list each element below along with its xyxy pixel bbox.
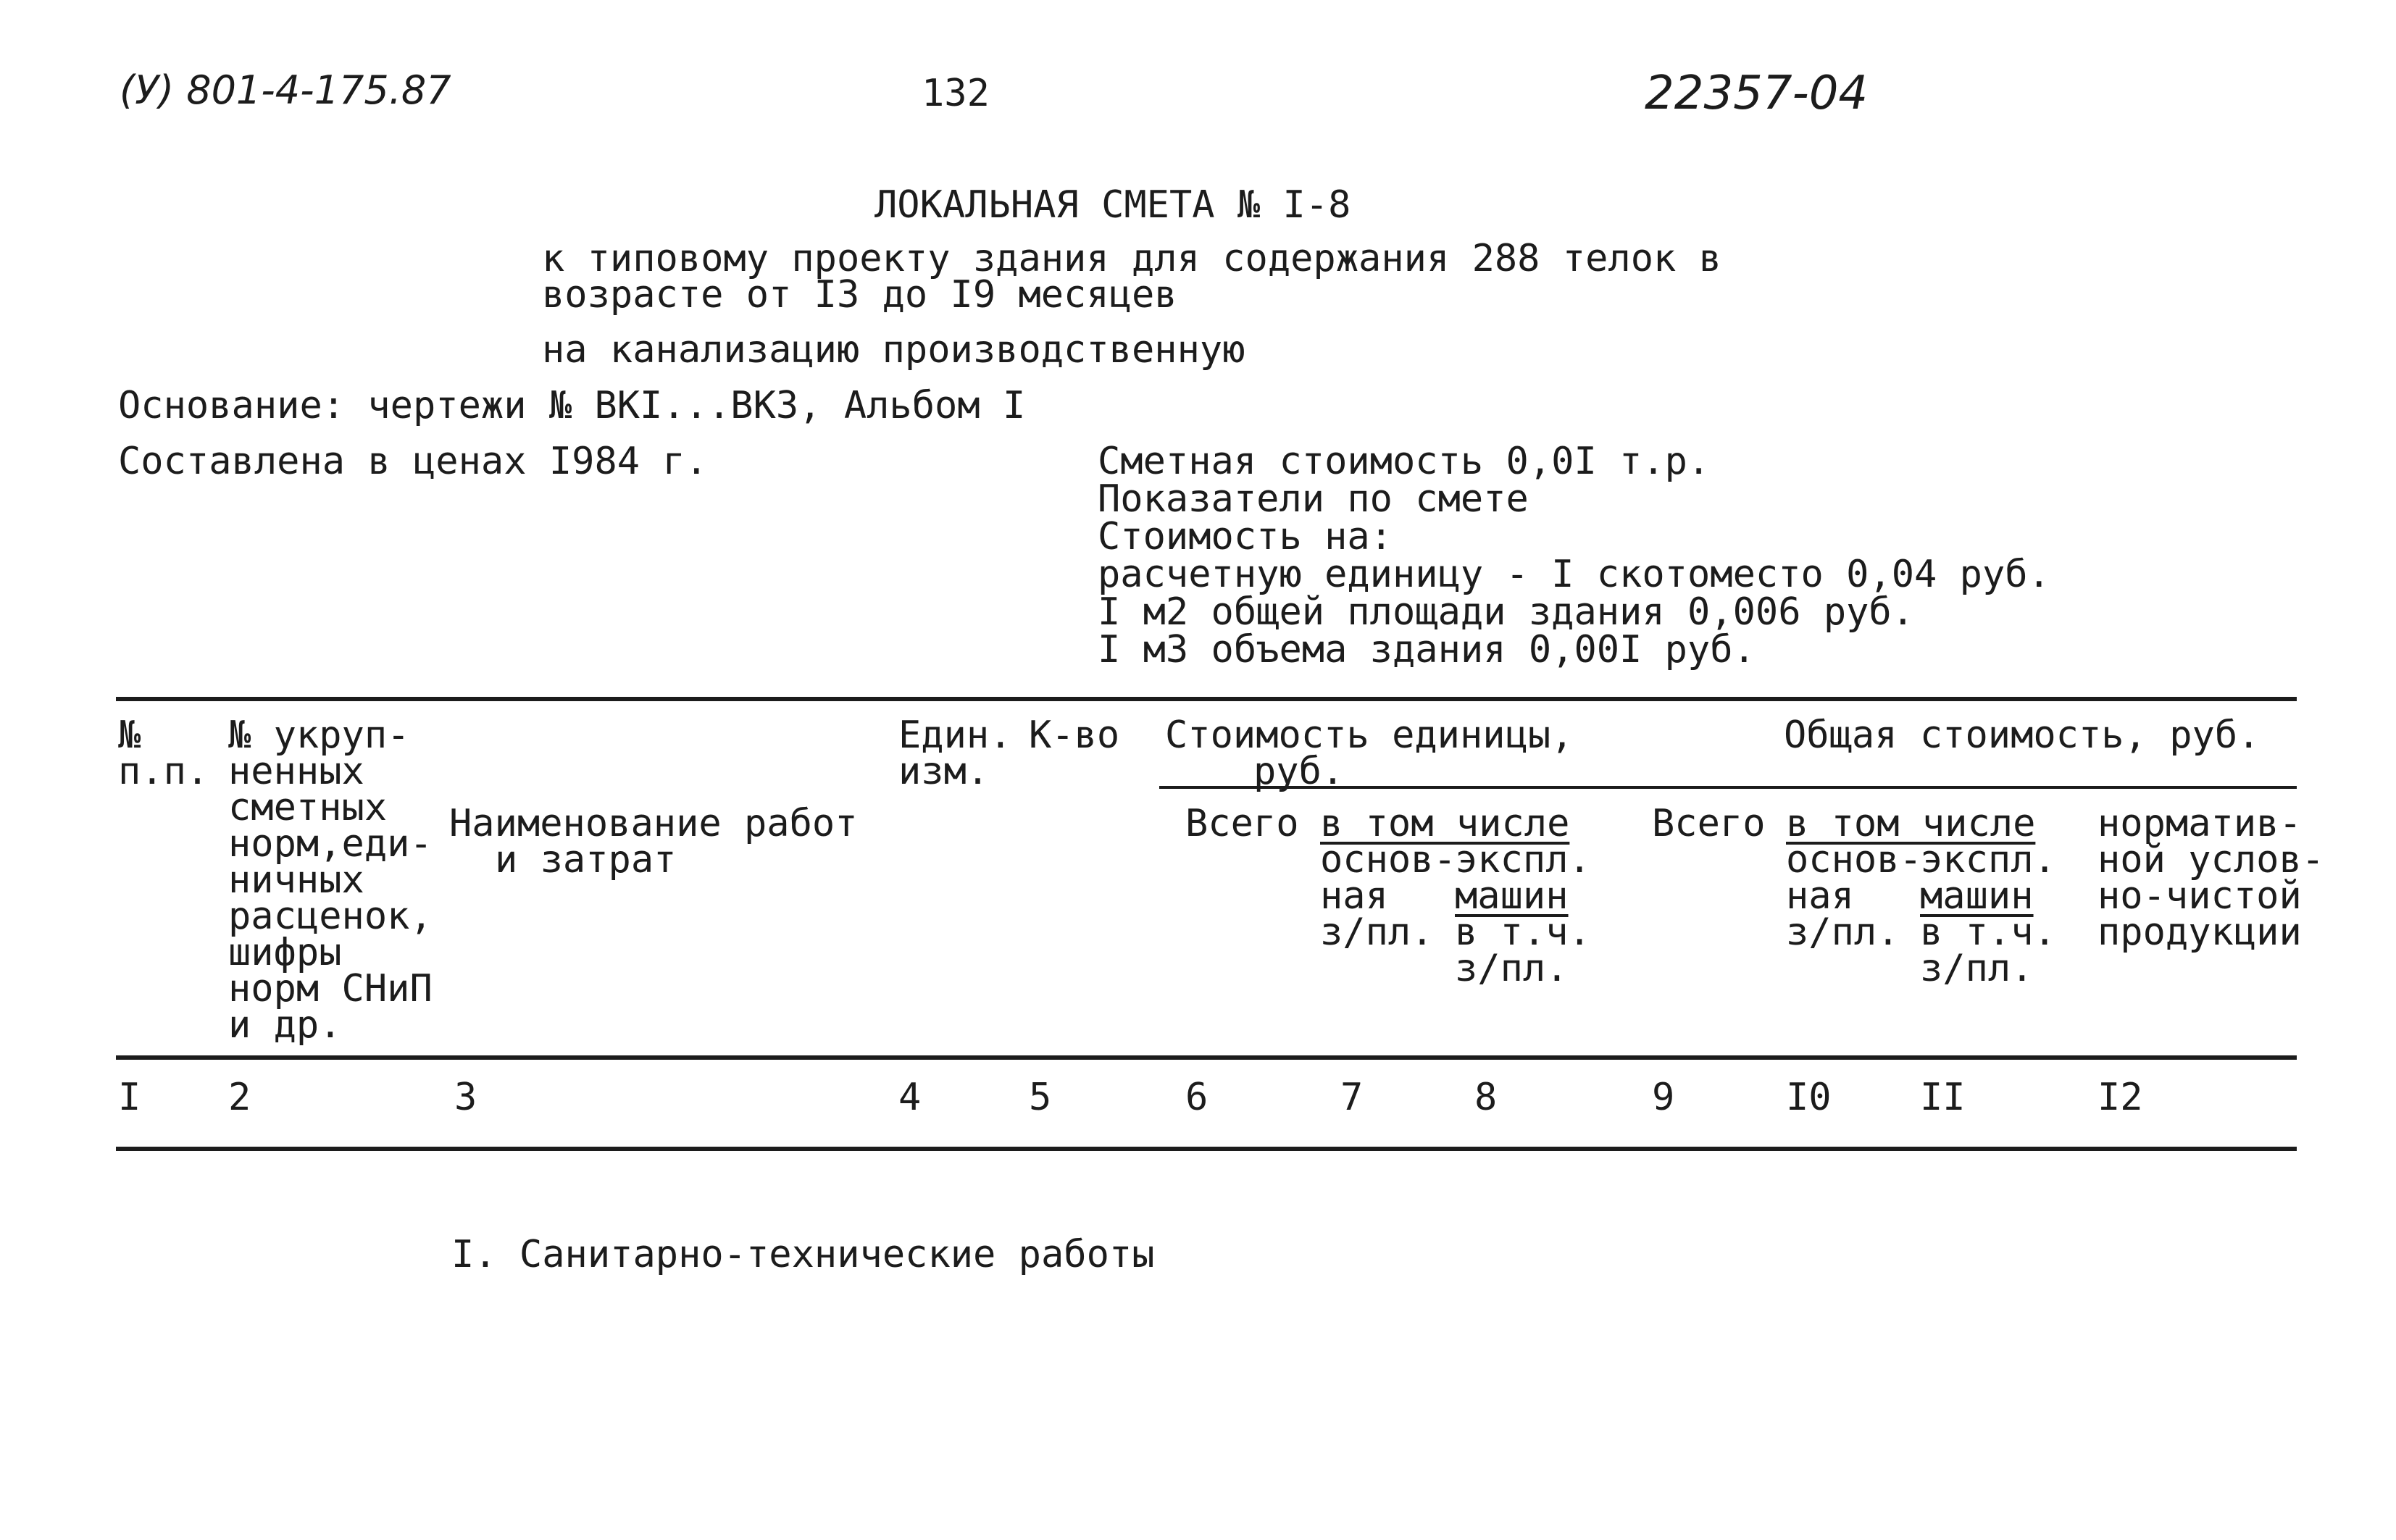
cost-on-label: Стоимость на: [1098, 515, 1393, 558]
estimate-subtitle-line2: возрасте от I3 до I9 месяцев [542, 273, 1177, 317]
column-number: 6 [1185, 1076, 1209, 1119]
column-number: I2 [2097, 1076, 2143, 1119]
column-number: I0 [1786, 1076, 1832, 1119]
column-number: 2 [228, 1076, 251, 1119]
archive-number: 22357-04 [1645, 67, 1869, 120]
header-unit-including: в том числе [1320, 802, 1570, 845]
document-code: (У) 801-4-175.87 [120, 67, 451, 113]
column-number: 8 [1474, 1076, 1498, 1119]
column-number: 3 [454, 1076, 477, 1119]
header-col9-total: Всего [1652, 802, 1766, 845]
cost-per-unit: расчетную единицу - I скотоместо 0,04 руб. [1098, 553, 2050, 596]
column-number: 4 [898, 1076, 922, 1119]
estimate-subtitle-line1: к типовому проекту здания для содержания 288 телок в [542, 237, 1721, 280]
column-number: II [1920, 1076, 1966, 1119]
estimate-purpose: на канализацию производственную [542, 328, 1245, 372]
table-bottom-rule [116, 1147, 2297, 1151]
estimate-title: ЛОКАЛЬНАЯ СМЕТА № I-8 [875, 183, 1351, 227]
header-total-cost-group: Общая стоимость, руб. [1784, 713, 2261, 757]
price-level-line: Составлена в ценах I984 г. [118, 440, 708, 483]
header-col-quantity: К-во [1029, 713, 1120, 757]
header-total-including: в том числе [1786, 802, 2036, 845]
column-number: 5 [1029, 1076, 1052, 1119]
section-title: I. Санитарно-технические работы [451, 1233, 1155, 1276]
cost-per-m3: I м3 объема здания 0,00I руб. [1098, 628, 1756, 671]
column-number: I [118, 1076, 141, 1119]
cost-per-m2: I м2 общей площади здания 0,006 руб. [1098, 590, 1915, 634]
header-col6-total: Всего [1185, 802, 1299, 845]
column-number: 9 [1652, 1076, 1675, 1119]
basis-line: Основание: чертежи № ВКI...ВК3, Альбом I [118, 384, 1026, 427]
header-bottom-rule [116, 1055, 2297, 1060]
indicators-label: Показатели по смете [1098, 477, 1529, 521]
estimated-cost: Сметная стоимость 0,0I т.р. [1098, 440, 1711, 483]
page-number: 132 [922, 72, 990, 115]
column-number: 7 [1340, 1076, 1364, 1119]
table-top-rule [116, 697, 2297, 701]
